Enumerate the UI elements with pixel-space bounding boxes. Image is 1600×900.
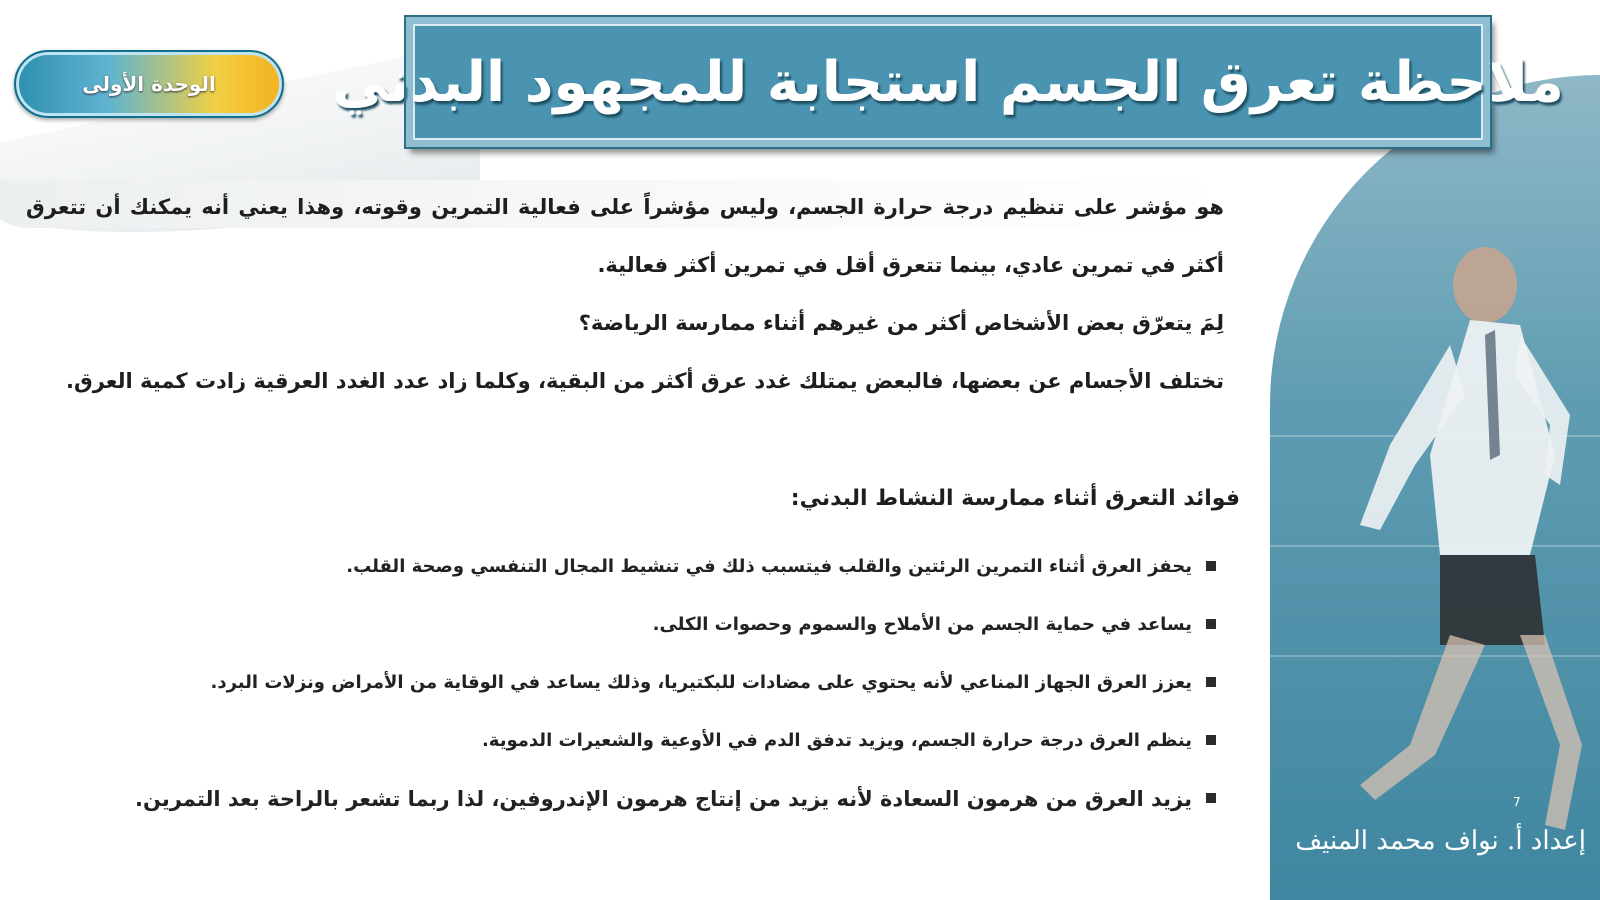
paragraph-sweat-indicator: هو مؤشر على تنظيم درجة حرارة الجسم، وليس مؤشراً على فعالية التمرين وقوته، وهذا يعني أنه يمكنك أن تتعرق أكثر في تمرين عادي، بينما تتعرق أقل في تمرين أكثر فعالية. bbox=[26, 195, 1224, 277]
decorative-side-panel bbox=[1270, 75, 1600, 900]
benefits-heading: فوائد التعرق أثناء ممارسة النشاط البدني: bbox=[790, 486, 1240, 511]
title-banner bbox=[332, 17, 1564, 147]
author-credit: إعداد أ. نواف محمد المنيف bbox=[1295, 826, 1586, 856]
benefit-item: يساعد في حماية الجسم من الأملاح والسموم وحصوات الكلى. bbox=[26, 596, 1218, 654]
benefit-item: يحفز العرق أثناء التمرين الرئتين والقلب فيتسبب ذلك في تنشيط المجال التنفسي وصحة القلب. bbox=[26, 538, 1218, 596]
benefit-item: يزيد العرق من هرمون السعادة لأنه يزيد من إنتاج هرمون الإندروفين، لذا ربما تشعر بالراحة بعد التمرين. bbox=[26, 770, 1218, 828]
intro-text bbox=[26, 178, 1224, 410]
running-athlete-image bbox=[1320, 225, 1590, 865]
benefit-item: يعزز العرق الجهاز المناعي لأنه يحتوي على مضادات للبكتيريا، وذلك يساعد في الوقاية من الأمراض ونزلات البرد. bbox=[26, 654, 1218, 712]
unit-badge-label: الوحدة الأولى bbox=[82, 72, 216, 96]
paragraph-body-differences: تختلف الأجسام عن بعضها، فالبعض يمتلك غدد عرق أكثر من البقية، وكلما زاد عدد الغدد العرقية زادت كمية العرق. bbox=[65, 369, 1224, 393]
page-number: 7 bbox=[1513, 795, 1521, 809]
page-title: ملاحظة تعرق الجسم استجابة للمجهود البدني bbox=[332, 49, 1564, 115]
question-paragraph: لِمَ يتعرّق بعض الأشخاص أكثر من غيرهم أثناء ممارسة الرياضة؟ bbox=[578, 311, 1224, 335]
benefits-list bbox=[26, 538, 1218, 828]
unit-badge[interactable] bbox=[14, 50, 284, 118]
benefit-item: ينظم العرق درجة حرارة الجسم، ويزيد تدفق الدم في الأوعية والشعيرات الدموية. bbox=[26, 712, 1218, 770]
